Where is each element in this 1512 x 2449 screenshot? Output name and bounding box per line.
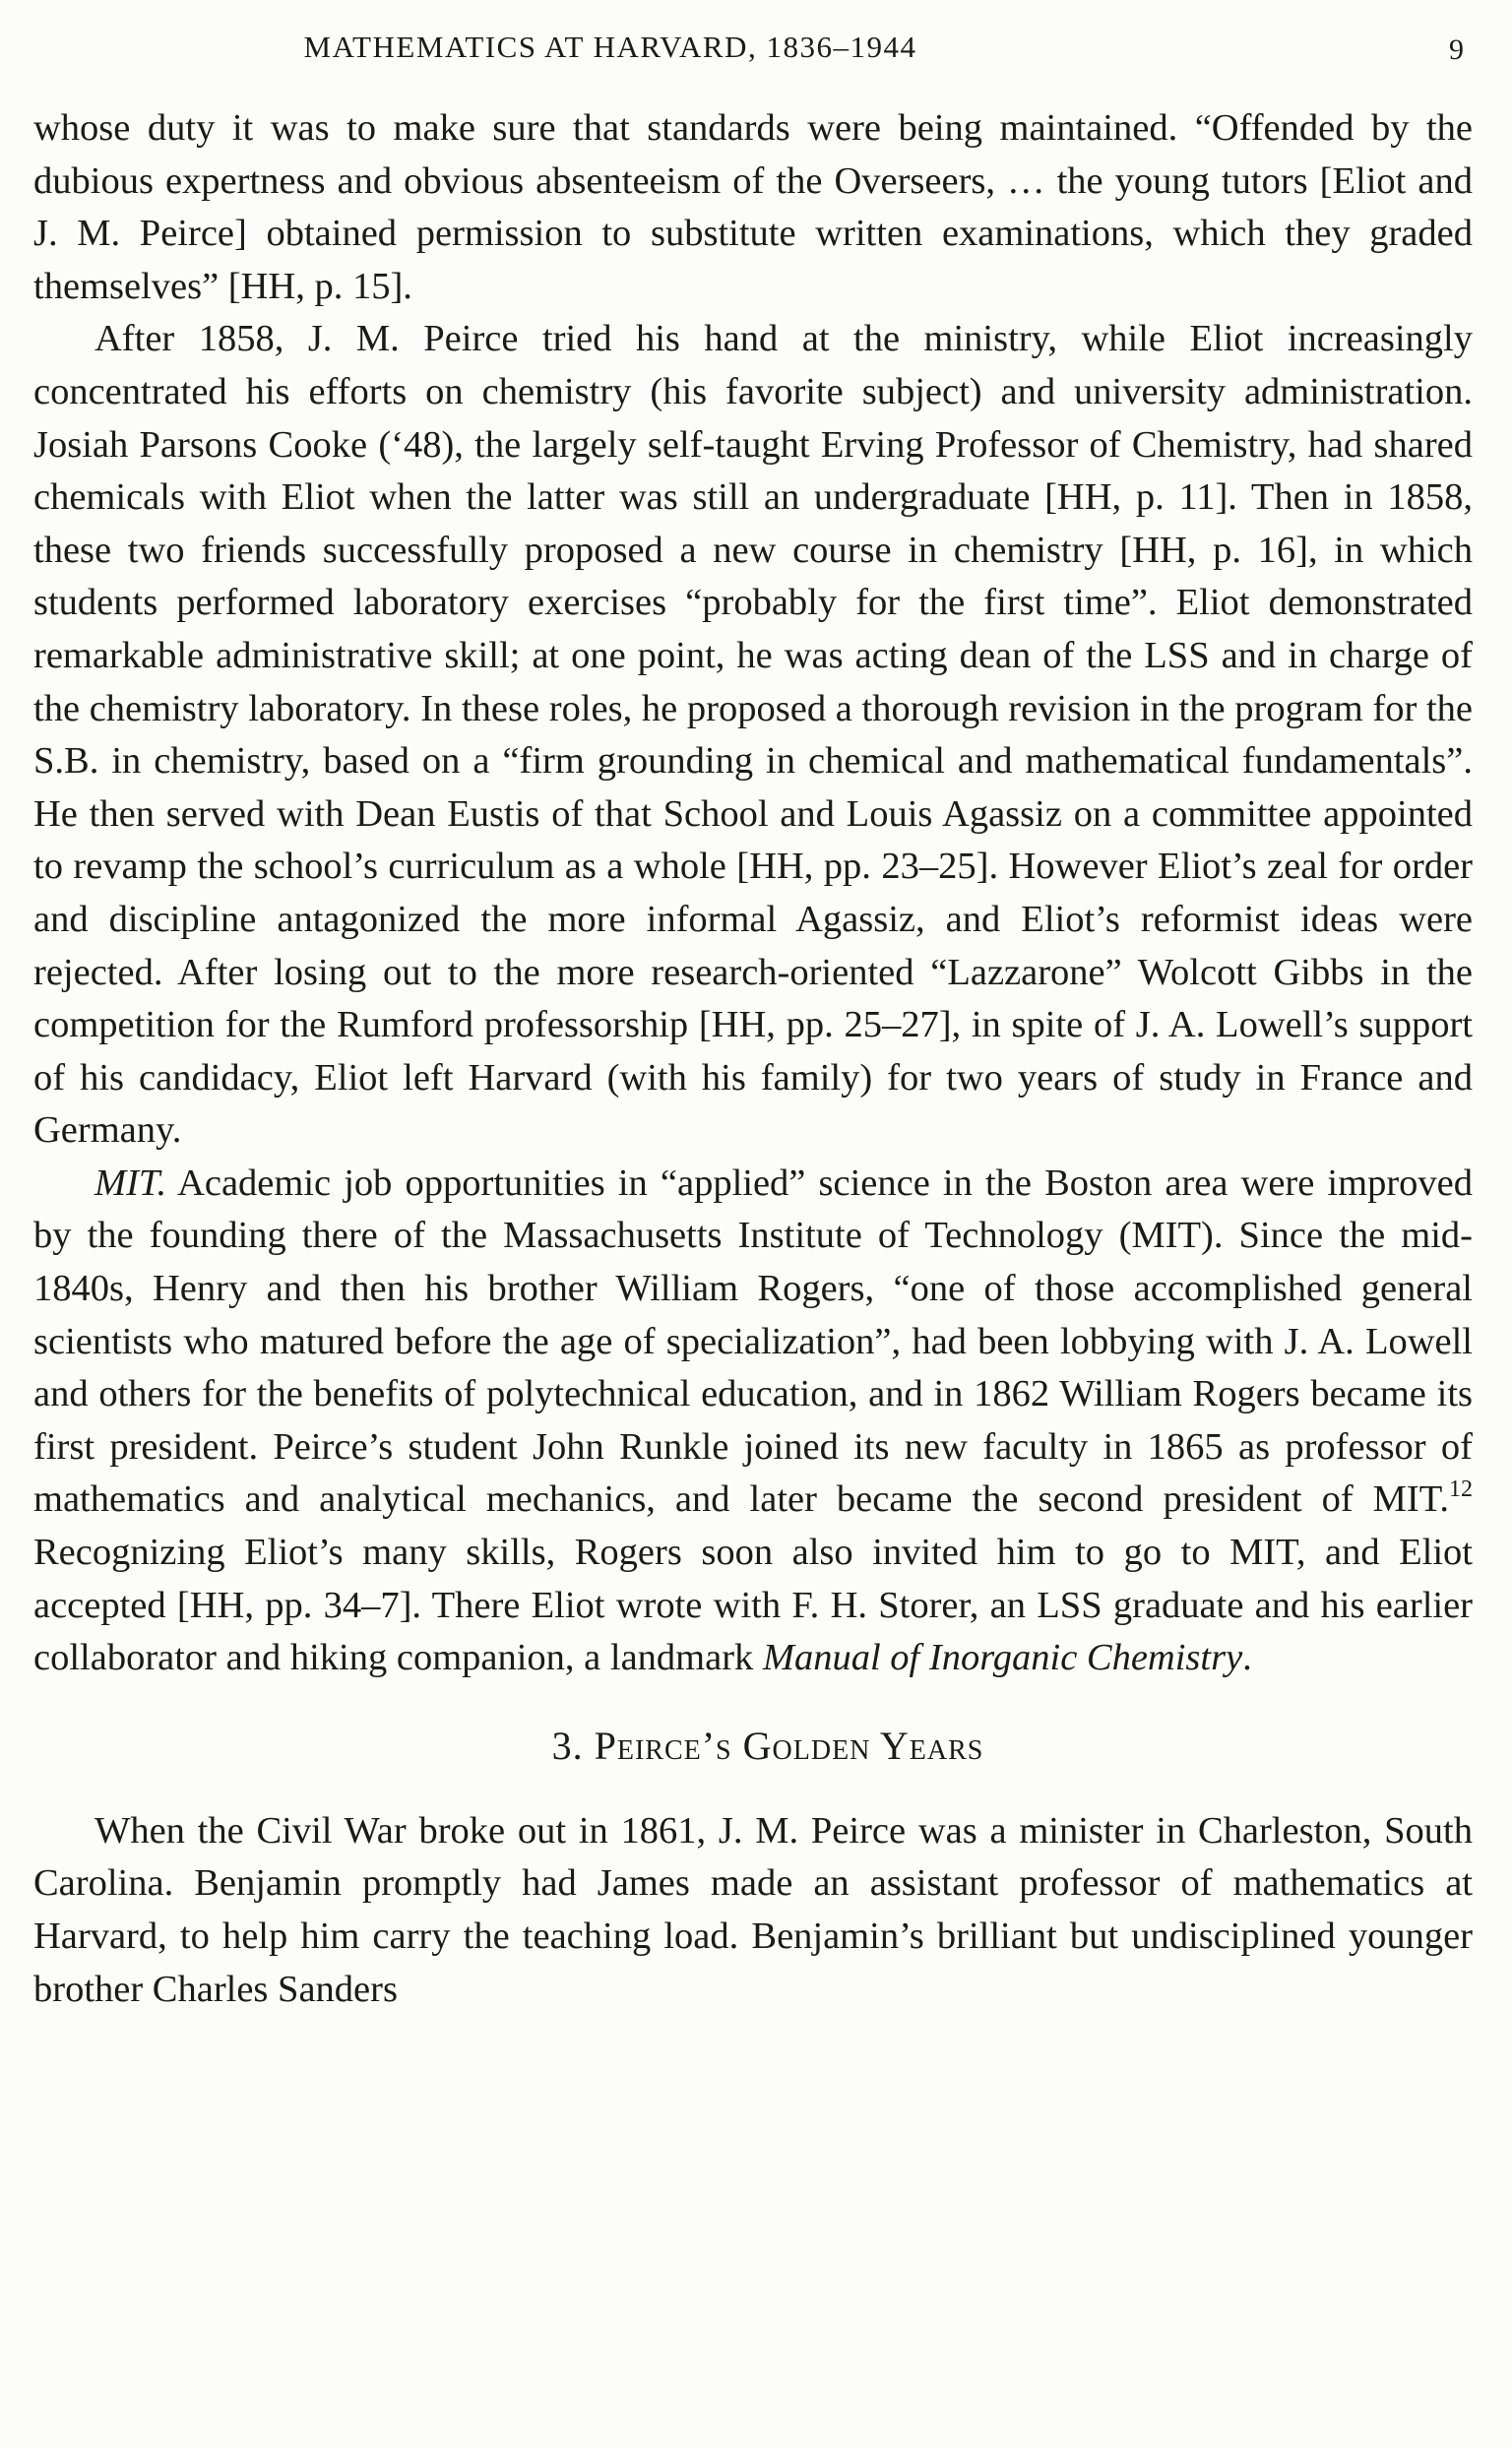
paragraph-mit [33,1158,1473,1685]
mit-text-part-1: Academic job opportunities in “applied” science in the Boston area were improved by the founding there of the Massachusetts Institute of Technology (MIT). Since the mid-1840s, Henry and then his brother William Rogers, “one of those accomplished general scientists who matured before the age of specialization”, had been lobbying with J. A. Lowell and others for the benefits of polytechnical education, and in 1862 William Rogers became its first president. Peirce’s student John Runkle joined its new faculty in 1865 as professor of mathematics and analytical mechanics, and later became the second president of MIT. [33,1162,1473,1521]
paragraph-eliot-chemistry: After 1858, J. M. Peirce tried his hand at the ministry, while Eliot increasingly concentrated his efforts on chemistry (his favorite subject) and university administration. Josiah Parsons Cooke (‘48), the largely self-taught Erving Professor of Chemistry, had shared chemicals with Eliot when the latter was still an undergraduate [HH, p. 11]. Then in 1858, these two friends successfully proposed a new course in chemistry [HH, p. 16], in which students performed laboratory exercises “probably for the first time”. Eliot demonstrated remarkable administrative skill; at one point, he was acting dean of the LSS and in charge of the chemistry laboratory. In these roles, he proposed a thorough revision in the program for the S.B. in chemistry, based on a “firm grounding in chemical and mathematical fundamentals”. He then served with Dean Eustis of that School and Louis Agassiz on a committee appointed to revamp the school’s curriculum as a whole [HH, pp. 23–25]. However Eliot’s zeal for order and discipline antagonized the more informal Agassiz, and Eliot’s reformist ideas were rejected. After losing out to the more research-oriented “Lazzarone” Wolcott Gibbs in the competition for the Rumford professorship [HH, pp. 25–27], in spite of J. A. Lowell’s support of his candidacy, Eliot left Harvard (with his family) for two years of study in France and Germany. [33,318,1473,1152]
mit-text-end: . [1242,1637,1252,1679]
footnote-mark: 12 [1449,1476,1473,1503]
paragraph-civil-war: When the Civil War broke out in 1861, J. M. Peirce was a minister in Charleston, South Carolina. Benjamin promptly had James made an assistant professor of mathematics at Harvard, to help him carry the teaching load. Benjamin’s brilliant but undisciplined younger brother Charles Sanders [33,1809,1473,2010]
paragraph-continued: whose duty it was to make sure that standards were being maintained. “Offended by the dubious expertness and obvious absenteeism of the Overseers, … the young tutors [Eliot and J. M. Peirce] obtained permission to substitute written examinations, which they graded themselves” [HH, p. 15]. [33,107,1473,307]
running-title: MATHEMATICS AT HARVARD, 1836–1944 [303,30,917,64]
mit-text-part-2: Recognizing Eliot’s many skills, Rogers soon also invited him to go to MIT, and Eliot accepted [HH, pp. 34–7]. There Eliot wrote with F. H. Storer, an LSS graduate and his earlier collaborator and hiking companion, a landmark [33,1532,1473,1679]
book-title-italic: Manual of Inorganic Chemistry [762,1637,1243,1679]
body-text [33,102,1473,2016]
page-number: 9 [1449,33,1464,66]
running-head [0,30,1512,69]
section-heading: 3. Peirce’s Golden Years [551,1723,984,1768]
mit-run-in-heading: MIT. [94,1162,167,1204]
